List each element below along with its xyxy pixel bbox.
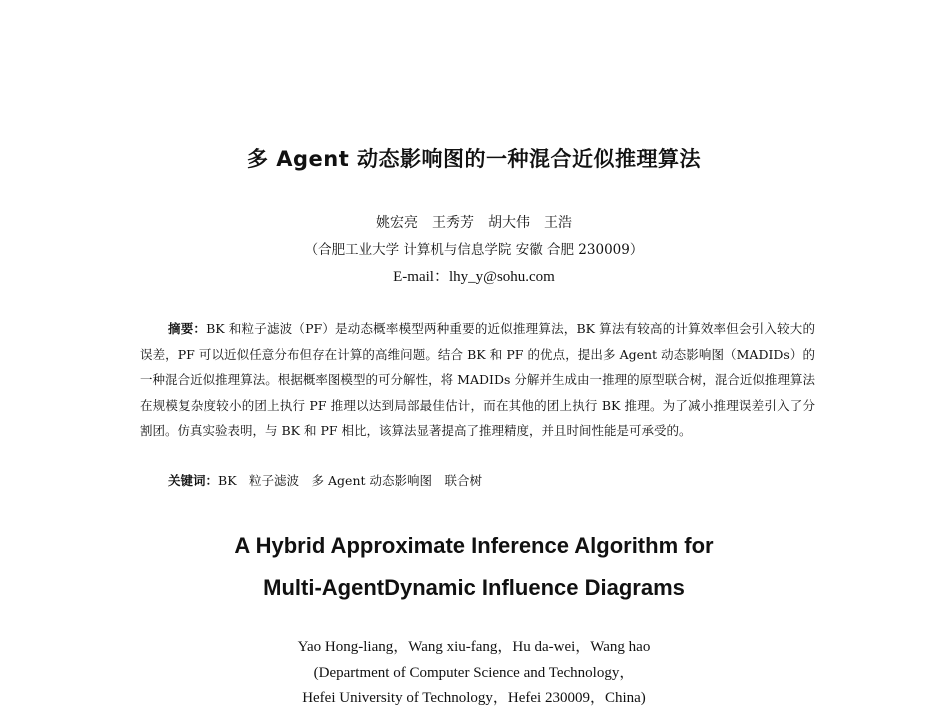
abstract-text: BK 和粒子滤波（PF）是动态概率模型两种重要的近似推理算法，BK 算法有较高的计算效率但会引入较大的误差，PF 可以近似任意分布但存在计算的高维问题。结合 BK 和 PF 的优点，提出多 Agent 动态影响图（MADIDs）的一种混合近似推理算法。根据概率图模型的可分解性，将 MADIDs 分解并生成由一推理的原型联合树，混合近似推理算法在规模复杂度较小的团上执行 PF 推理以达到局部最佳估计，而在其他的团上执行 BK 推理。为了减小推理误差引入了分割团。仿真实验表明，与 BK 和 PF 相比，该算法显著提高了推理精度，并且时间性能是可承受的。 [140,321,815,438]
chinese-keywords [168,471,482,489]
chinese-title: 多 Agent 动态影响图的一种混合近似推理算法 [246,147,702,171]
abstract-label: 摘要： [168,321,207,336]
english-affiliation-line-1: (Department of Computer Science and Technology， [313,665,635,681]
chinese-authors: 姚宏亮 王秀芳 胡大伟 王浩 [376,215,572,231]
keywords-label: 关键词： [168,473,219,488]
english-affiliation-line-2: Hefei University of Technology，Hefei 230009，China) [302,690,646,706]
english-title-line-1: A Hybrid Approximate Inference Algorithm for [234,533,714,558]
author-email: E-mail：lhy_y@sohu.com [393,269,555,285]
english-title-line-2: Multi-AgentDynamic Influence Diagrams [263,575,685,600]
keywords-text: BK 粒子滤波 多 Agent 动态影响图 联合树 [218,473,482,488]
chinese-abstract [140,316,815,444]
chinese-affiliation: （合肥工业大学 计算机与信息学院 安徽 合肥 230009） [304,242,644,258]
english-authors: Yao Hong-liang，Wang xiu-fang，Hu da-wei，Wang hao [297,639,651,655]
